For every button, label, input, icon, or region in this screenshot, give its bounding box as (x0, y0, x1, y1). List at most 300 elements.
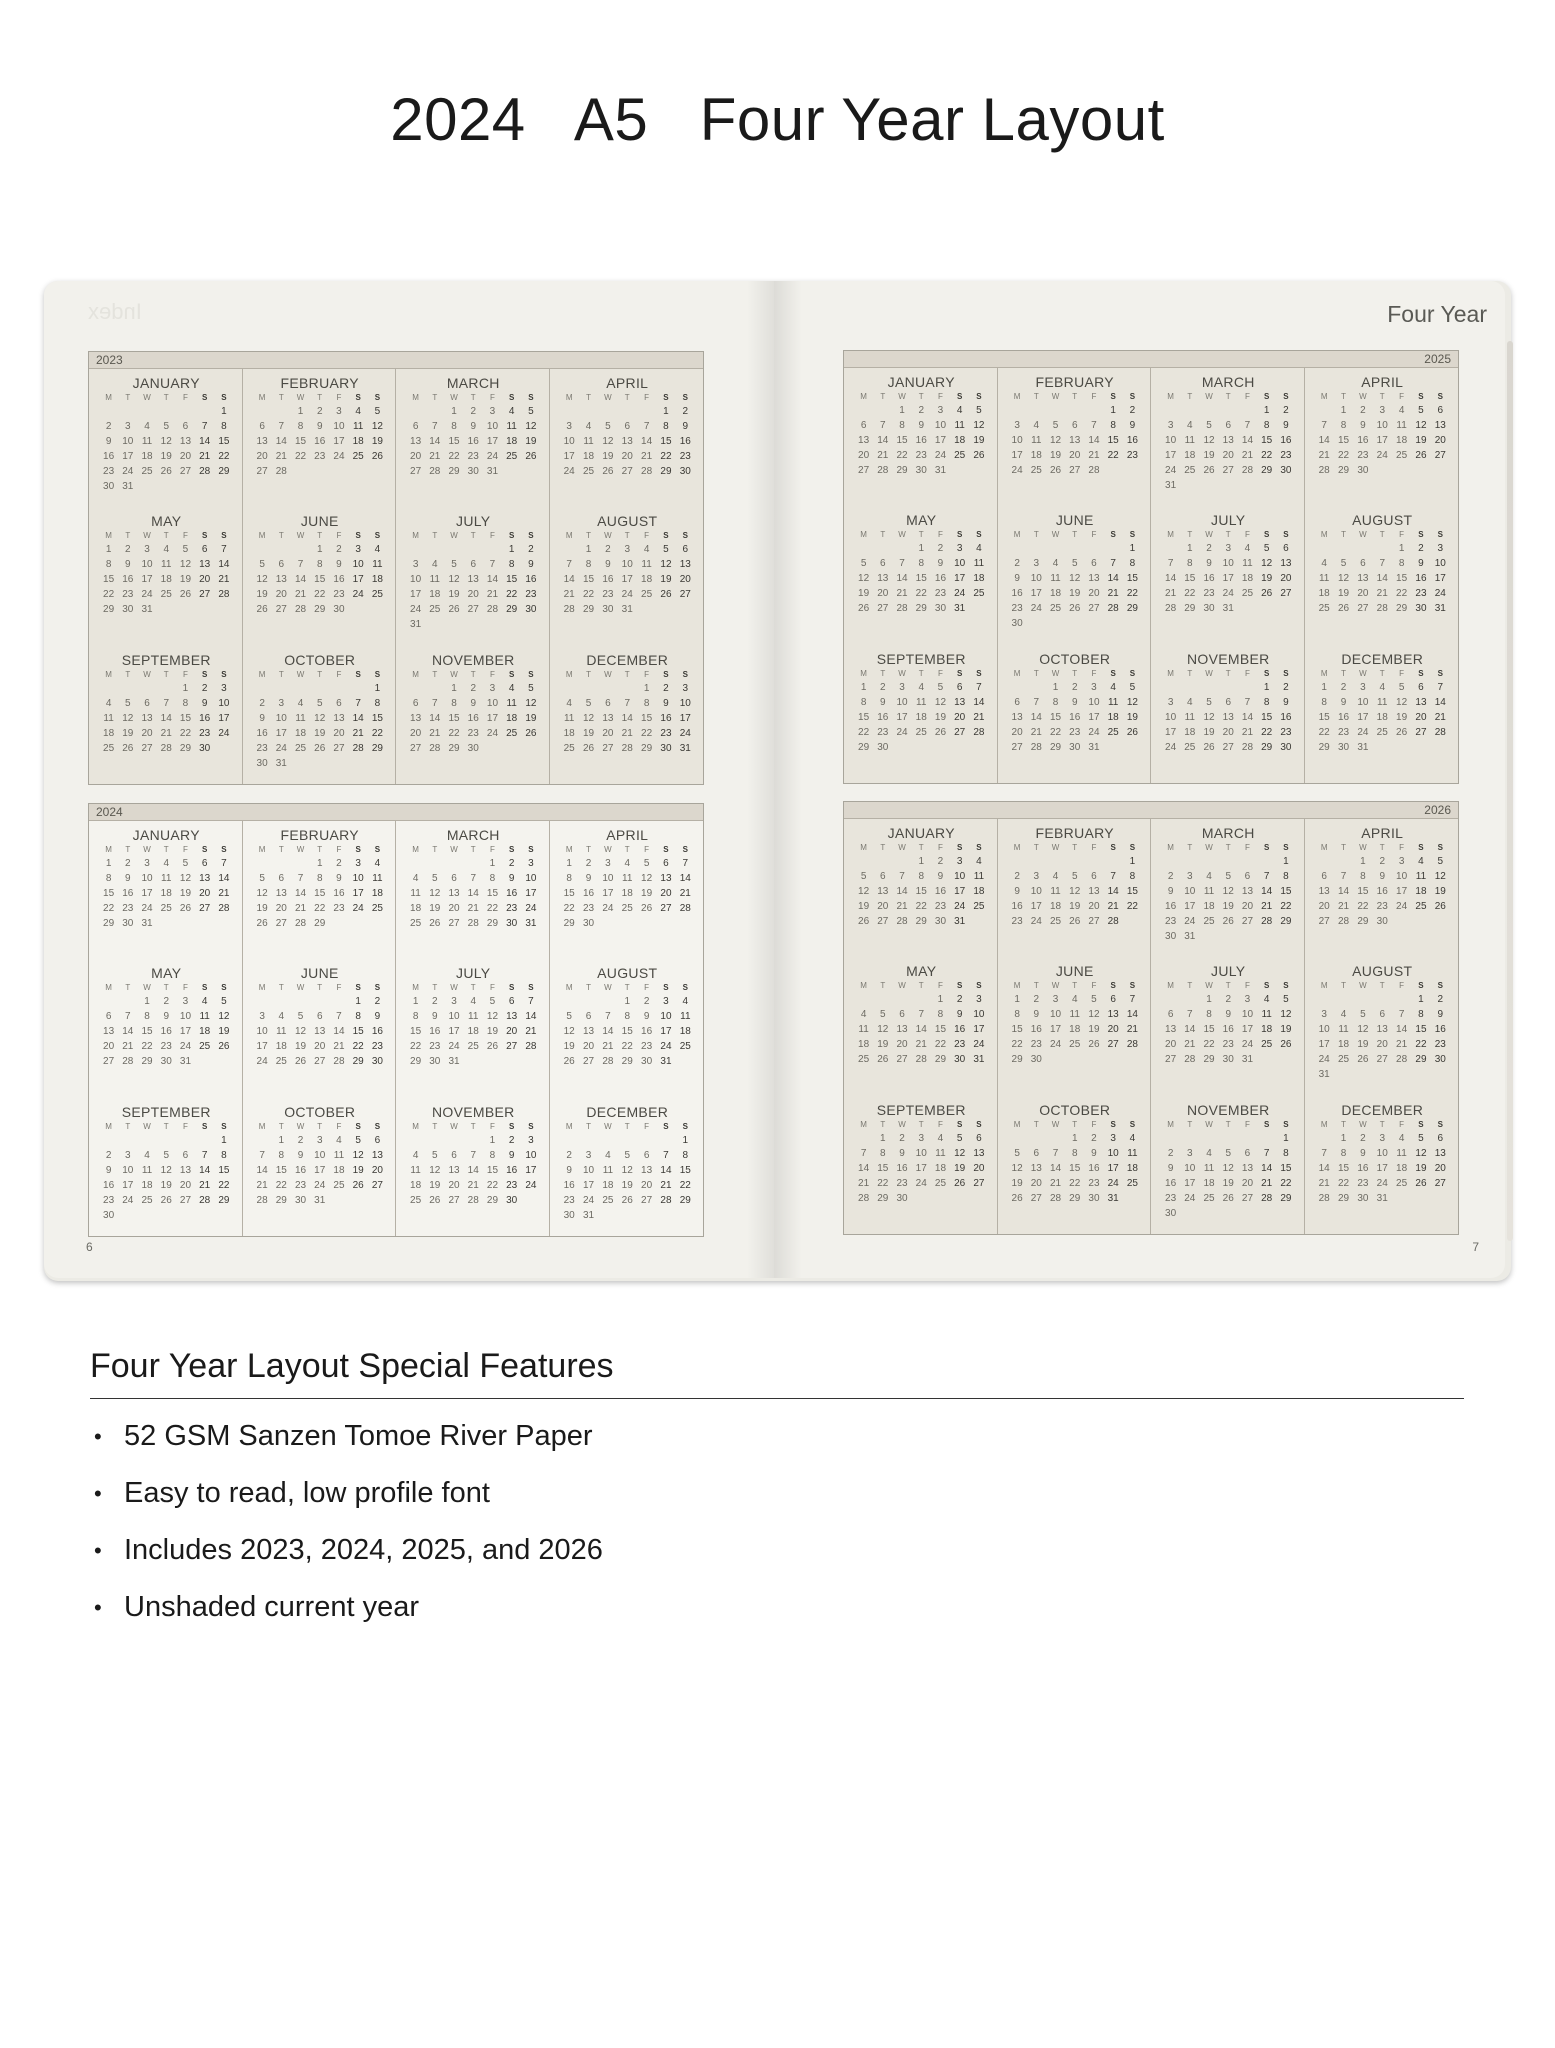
day-number (656, 602, 675, 617)
day-number: 15 (1396, 573, 1408, 585)
weekday-label: T (163, 983, 169, 993)
day-number: 30 (1088, 1192, 1100, 1204)
day-number: 2 (663, 682, 669, 694)
day-number: 12 (1415, 420, 1427, 431)
day-number: 24 (1107, 1177, 1119, 1189)
day-number: 20 (1357, 588, 1369, 600)
day-number: 11 (973, 558, 985, 570)
day-number: 22 (448, 727, 460, 739)
day-number: 23 (525, 589, 537, 601)
weekday-label: F (644, 531, 650, 541)
day-number (406, 856, 425, 871)
day-number: 7 (976, 681, 982, 693)
day-number: 1 (1052, 681, 1059, 693)
day-number: 21 (199, 451, 211, 462)
day-number: 2 (643, 996, 650, 1008)
day-number: 5 (528, 406, 534, 417)
day-number: 12 (1126, 696, 1138, 708)
weekday-label: T (125, 845, 131, 854)
day-number: 3 (528, 1134, 534, 1146)
year-label: 2026 (1424, 803, 1451, 817)
day-number: 22 (858, 726, 870, 738)
week-row (1161, 1022, 1296, 1037)
day-number: 24 (1396, 901, 1408, 912)
day-number: 10 (333, 421, 345, 432)
weekday-label: S (1437, 530, 1443, 540)
day-number: 21 (1261, 1177, 1273, 1189)
month-name: AUGUST (597, 513, 658, 530)
day-number: 22 (1337, 1177, 1350, 1189)
day-number: 20 (467, 589, 479, 601)
day-number (425, 542, 444, 557)
day-number: 23 (333, 589, 345, 601)
day-number (483, 617, 502, 632)
weekday-label: S (1418, 392, 1424, 401)
day-number: 20 (410, 451, 422, 462)
day-number: 15 (506, 574, 518, 586)
day-number: 1 (1263, 405, 1270, 416)
day-number: 31 (314, 1194, 326, 1206)
day-number (157, 1133, 176, 1148)
day-number: 18 (352, 436, 364, 447)
week-row (560, 901, 696, 916)
day-number: 24 (1376, 450, 1388, 461)
week-row (406, 1178, 541, 1193)
weekday-label: T (317, 1121, 323, 1131)
day-number: 25 (467, 1041, 479, 1053)
month-october (243, 1098, 397, 1236)
day-number: 29 (641, 742, 653, 754)
day-number: 31 (275, 757, 287, 769)
day-number: 17 (448, 1026, 460, 1038)
day-number: 28 (256, 1194, 268, 1206)
day-number: 18 (1203, 901, 1215, 912)
day-number: 9 (1379, 871, 1386, 882)
day-number: 1 (1129, 856, 1136, 867)
day-number: 18 (467, 1026, 479, 1038)
day-number (1104, 463, 1123, 478)
day-number: 3 (1379, 405, 1386, 416)
day-number: 31 (1318, 1069, 1330, 1081)
week-row (854, 1052, 989, 1067)
week-row (253, 726, 388, 741)
day-number: 28 (218, 589, 230, 601)
day-number: 31 (1357, 741, 1369, 753)
day-number (521, 464, 540, 479)
weekday-label: T (470, 531, 476, 541)
weekday-label: W (604, 393, 612, 402)
weekday-label: F (938, 843, 943, 852)
weekday-label: F (1091, 530, 1097, 540)
day-number: 26 (563, 1056, 575, 1068)
day-number: 6 (259, 421, 265, 432)
weekday-header (99, 669, 234, 681)
weekday-label: M (105, 845, 112, 854)
weekday-label: M (1320, 981, 1328, 991)
day-number (368, 756, 387, 771)
day-number: 19 (1049, 450, 1062, 461)
weekday-label: S (374, 845, 381, 854)
day-number: 19 (563, 1041, 575, 1053)
day-number: 4 (937, 1132, 944, 1144)
day-number: 6 (1321, 871, 1327, 882)
day-number: 12 (858, 886, 870, 897)
day-number: 8 (1340, 420, 1347, 431)
month-may (844, 957, 998, 1095)
day-number: 9 (1129, 420, 1136, 431)
day-number: 3 (1033, 871, 1040, 882)
day-number: 2 (259, 697, 265, 709)
day-number: 6 (1110, 994, 1116, 1006)
day-number: 15 (915, 886, 927, 897)
weekday-label: F (1091, 1119, 1097, 1129)
day-number: 8 (899, 420, 905, 431)
day-number: 20 (973, 1162, 985, 1174)
day-number: 19 (582, 727, 595, 739)
day-number: 17 (1376, 435, 1388, 446)
weekday-label: F (1091, 668, 1097, 678)
day-number (483, 741, 502, 756)
day-number: 3 (355, 858, 361, 869)
day-number: 6 (1225, 696, 1232, 708)
day-number: 31 (141, 918, 153, 929)
day-number (1084, 403, 1103, 418)
day-number: 22 (486, 903, 499, 914)
day-number: 8 (355, 1011, 361, 1023)
day-number: 14 (275, 436, 287, 447)
weekday-label: M (565, 845, 573, 854)
week-row (854, 1161, 989, 1176)
weekday-label: W (1359, 1119, 1367, 1129)
day-number: 6 (1167, 1009, 1174, 1021)
week-row (406, 1193, 541, 1208)
week-row (253, 464, 388, 479)
day-number: 27 (1357, 603, 1369, 615)
weekday-label: S (663, 1121, 669, 1131)
day-number: 2 (528, 544, 534, 556)
weekday-label: T (1187, 981, 1193, 991)
day-number: 12 (1069, 886, 1081, 897)
left-page (44, 281, 775, 1278)
day-number: 24 (1049, 1039, 1062, 1051)
day-number: 4 (105, 697, 112, 709)
day-number: 5 (259, 559, 265, 571)
day-number: 26 (1203, 741, 1215, 753)
weekday-label: W (898, 392, 906, 401)
weekday-label: T (880, 981, 886, 991)
day-number: 26 (122, 742, 134, 754)
day-number: 27 (660, 903, 672, 914)
day-number: 27 (954, 726, 966, 738)
weekday-label: T (918, 843, 924, 852)
day-number: 25 (1337, 1054, 1350, 1066)
month-name: FEBRUARY (280, 827, 359, 843)
day-number (99, 1133, 118, 1148)
weekday-label: T (1225, 981, 1231, 991)
day-number: 23 (506, 1179, 518, 1191)
day-number: 8 (1052, 696, 1059, 708)
week-row (1161, 541, 1296, 556)
day-number: 15 (621, 1026, 633, 1038)
day-number: 1 (937, 994, 944, 1006)
day-number: 11 (1107, 696, 1119, 708)
day-number (560, 994, 579, 1009)
day-number: 21 (1126, 1024, 1138, 1036)
day-number: 29 (1261, 465, 1273, 476)
day-number: 27 (448, 918, 460, 929)
day-number: 12 (179, 559, 192, 571)
day-number (195, 916, 214, 931)
year-label-bar (844, 802, 1458, 819)
week-row (1315, 869, 1451, 884)
day-number: 1 (880, 1132, 886, 1144)
day-number: 19 (641, 888, 653, 899)
weekday-label: F (1245, 530, 1250, 540)
day-number: 27 (679, 589, 691, 601)
day-number: 17 (275, 727, 287, 739)
weekday-header (854, 391, 989, 403)
day-number (272, 542, 291, 557)
day-number: 3 (1379, 1132, 1386, 1144)
day-number: 6 (880, 871, 886, 882)
day-number: 26 (256, 604, 268, 616)
day-number: 16 (1376, 886, 1388, 897)
day-number: 5 (259, 873, 265, 884)
day-number (272, 994, 291, 1009)
day-number: 7 (1167, 558, 1174, 570)
day-number (1219, 929, 1238, 944)
day-number: 26 (448, 604, 460, 616)
weekday-label: W (604, 845, 612, 854)
day-number: 18 (371, 574, 383, 586)
day-number: 15 (1203, 1024, 1215, 1036)
day-number: 21 (621, 727, 633, 739)
day-number: 20 (858, 450, 870, 461)
day-number: 17 (486, 436, 499, 447)
day-number: 20 (1434, 1162, 1446, 1174)
weekday-label: S (202, 393, 208, 402)
day-number: 21 (563, 589, 575, 601)
weekday-label: S (682, 845, 688, 854)
week-row (99, 602, 234, 617)
day-number: 29 (410, 1056, 422, 1068)
day-number: 16 (1434, 1024, 1446, 1036)
day-number: 24 (602, 903, 614, 914)
day-number: 15 (1318, 711, 1330, 723)
month-june (998, 506, 1152, 644)
day-number: 10 (1241, 1009, 1254, 1021)
weekday-label: W (1359, 843, 1367, 852)
weekday-label: M (860, 1119, 867, 1129)
day-number: 2 (1340, 681, 1347, 693)
day-number: 15 (1261, 435, 1273, 446)
month-name: FEBRUARY (280, 375, 359, 391)
day-number: 9 (682, 421, 689, 432)
day-number: 22 (679, 1179, 691, 1191)
day-number: 27 (1088, 916, 1100, 927)
weekday-label: M (860, 843, 867, 852)
day-number: 4 (1187, 696, 1193, 708)
day-number (349, 602, 368, 617)
day-number (1161, 541, 1180, 556)
day-number: 13 (314, 1026, 326, 1038)
weekday-label: W (450, 983, 458, 993)
day-number: 2 (1437, 994, 1444, 1006)
weekday-label: T (624, 669, 630, 679)
weekday-label: T (624, 531, 630, 541)
day-number (912, 992, 931, 1007)
month-january (89, 369, 243, 507)
day-number: 2 (316, 406, 323, 417)
month-march (396, 369, 550, 507)
day-number (969, 914, 988, 929)
day-number: 23 (429, 1041, 441, 1053)
day-number (1123, 1052, 1142, 1067)
day-number: 20 (275, 589, 287, 601)
day-number: 12 (429, 1164, 441, 1176)
day-number: 1 (297, 406, 304, 417)
day-number: 7 (624, 697, 631, 709)
day-number: 1 (105, 544, 112, 556)
day-number: 18 (1376, 711, 1388, 723)
day-number: 7 (432, 421, 438, 432)
week-row (406, 587, 541, 602)
weekday-label: S (957, 668, 963, 678)
day-number: 7 (1321, 1147, 1327, 1159)
day-number: 8 (1187, 558, 1193, 570)
month-name: SEPTEMBER (121, 651, 211, 668)
day-number: 26 (641, 903, 653, 914)
day-number: 8 (880, 1147, 886, 1159)
day-number: 15 (218, 1164, 230, 1176)
weekday-label: M (412, 531, 419, 541)
day-number: 6 (278, 559, 285, 571)
weekday-label: S (1264, 1119, 1270, 1129)
day-number: 18 (1069, 1024, 1081, 1036)
day-number: 14 (896, 573, 908, 585)
day-number: 4 (1398, 1132, 1405, 1144)
day-number: 16 (1088, 1162, 1100, 1174)
day-number: 13 (641, 1164, 653, 1176)
week-row (1008, 725, 1143, 740)
day-number: 28 (660, 1194, 672, 1206)
day-number: 5 (489, 996, 496, 1008)
gutter-shadow-left (747, 281, 775, 1278)
day-number: 12 (179, 873, 192, 884)
weekday-label: F (1245, 843, 1250, 852)
day-number: 17 (179, 1026, 192, 1038)
day-number: 20 (141, 727, 153, 739)
week-row (1315, 884, 1451, 899)
weekday-label: M (1320, 1119, 1328, 1129)
day-number: 27 (1318, 916, 1330, 927)
week-row (560, 572, 696, 587)
day-number: 16 (1030, 1024, 1042, 1036)
week-row (1161, 1176, 1296, 1191)
day-number: 20 (1107, 1024, 1119, 1036)
day-number (329, 1193, 348, 1208)
day-number: 26 (1222, 916, 1234, 927)
weekday-label: S (355, 669, 361, 679)
day-number: 9 (918, 420, 925, 431)
day-number: 16 (122, 574, 134, 586)
week-row (560, 602, 696, 617)
day-number: 17 (352, 574, 364, 586)
day-number: 1 (585, 544, 592, 556)
day-number: 10 (1184, 1162, 1196, 1174)
week-row (1008, 463, 1143, 478)
day-number: 13 (333, 712, 345, 724)
day-number: 19 (294, 1041, 307, 1053)
day-number: 28 (563, 604, 575, 616)
day-number: 27 (582, 1056, 595, 1068)
weekday-label: T (470, 1121, 476, 1131)
day-number: 17 (525, 1164, 537, 1176)
day-number: 16 (877, 711, 889, 723)
day-number: 26 (1011, 1192, 1023, 1204)
weekday-label: S (1264, 668, 1270, 678)
day-number (1008, 1131, 1027, 1146)
day-number (253, 681, 272, 696)
day-number: 23 (103, 466, 115, 477)
day-number: 14 (915, 1024, 927, 1036)
day-number: 30 (1011, 618, 1023, 630)
day-number (1180, 1206, 1199, 1221)
day-number (1199, 1131, 1218, 1146)
day-number: 28 (896, 916, 908, 927)
weekday-label: T (317, 983, 323, 993)
day-number: 17 (679, 712, 691, 724)
months-grid (89, 369, 703, 784)
day-number: 6 (278, 873, 285, 884)
day-number: 3 (278, 697, 285, 709)
day-number: 25 (679, 1041, 691, 1053)
day-number: 3 (956, 543, 963, 555)
day-number: 12 (525, 421, 537, 432)
day-number: 9 (1014, 573, 1020, 585)
day-number (892, 992, 911, 1007)
day-number (1238, 403, 1257, 418)
week-row (560, 994, 696, 1009)
day-number: 10 (352, 873, 364, 884)
weekday-label: F (644, 1121, 650, 1131)
day-number: 22 (218, 451, 230, 462)
day-number: 21 (915, 1039, 927, 1051)
day-number: 6 (1283, 543, 1289, 555)
day-number: 24 (486, 727, 499, 739)
week-row (1008, 433, 1143, 448)
day-number: 25 (858, 1054, 870, 1066)
week-row (406, 994, 541, 1009)
day-number: 11 (1050, 573, 1061, 585)
day-number (253, 542, 272, 557)
week-row (253, 1054, 388, 1069)
day-number: 2 (1360, 405, 1366, 416)
day-number: 28 (160, 742, 172, 754)
day-number: 11 (506, 421, 517, 432)
day-number: 19 (1337, 588, 1350, 600)
week-row (406, 741, 541, 756)
day-number (560, 681, 579, 696)
month-november (1151, 645, 1305, 783)
day-number: 22 (1126, 901, 1138, 912)
day-number: 20 (679, 574, 691, 586)
weekday-label: T (125, 531, 131, 541)
day-number: 2 (1225, 994, 1232, 1006)
day-number: 24 (448, 1041, 460, 1053)
day-number: 8 (860, 696, 867, 708)
day-number: 17 (525, 888, 537, 899)
